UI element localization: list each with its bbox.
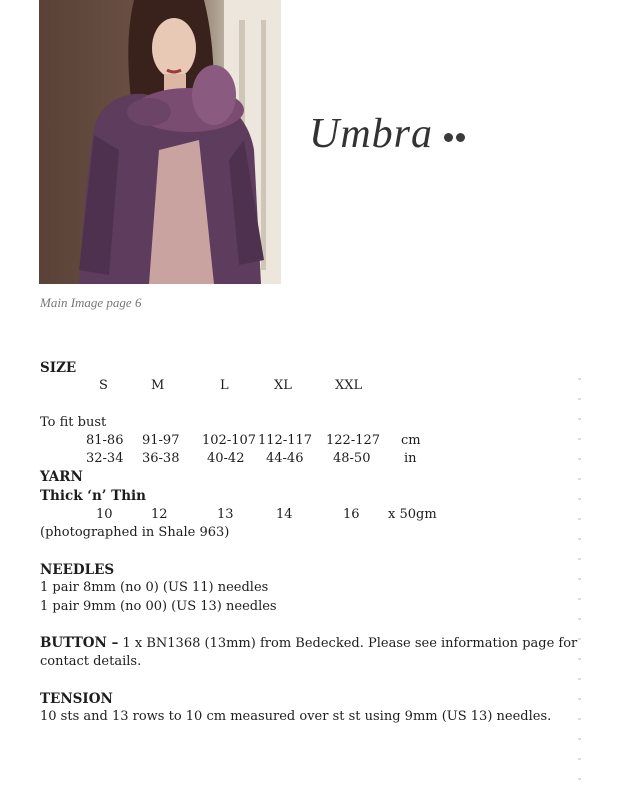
bust-in: 44-46: [266, 451, 304, 466]
bust-cm: 112-117: [258, 433, 313, 448]
bust-cm: 81-86: [86, 433, 124, 448]
fit-label: To fit bust: [40, 415, 107, 430]
yarn-name: Thick ‘n’ Thin: [40, 488, 146, 504]
difficulty-dot: [444, 133, 453, 142]
button-text-cont: contact details.: [40, 654, 142, 669]
cm-unit: cm: [401, 433, 421, 448]
button-heading: BUTTON –: [40, 635, 119, 651]
model-illustration: [39, 0, 281, 284]
difficulty-rating: [444, 131, 468, 146]
button-text: 1 x BN1368 (13mm) from Bedecked. Please see information page for: [122, 636, 578, 651]
bust-in: 48-50: [333, 451, 371, 466]
needles-line: 1 pair 8mm (no 0) (US 11) needles: [40, 580, 269, 595]
bust-cm: 91-97: [142, 433, 180, 448]
size-label: XXL: [335, 378, 363, 393]
bust-cm: 122-127: [326, 433, 381, 448]
button-section: [40, 635, 577, 651]
difficulty-dot: [456, 133, 465, 142]
yarn-balls: 12: [151, 507, 168, 522]
in-unit: in: [404, 451, 417, 466]
tension-heading: TENSION: [40, 691, 113, 707]
bust-in: 36-38: [142, 451, 180, 466]
needles-line: 1 pair 9mm (no 00) (US 13) needles: [40, 599, 277, 614]
yarn-balls: 16: [343, 507, 360, 522]
yarn-balls: 13: [217, 507, 234, 522]
yarn-balls: 14: [276, 507, 293, 522]
bust-in: 40-42: [207, 451, 245, 466]
bust-in: 32-34: [86, 451, 124, 466]
size-label: M: [151, 378, 165, 393]
pattern-title: Umbra: [309, 111, 434, 157]
yarn-balls: 10: [96, 507, 113, 522]
size-label: L: [220, 378, 229, 393]
needles-heading: NEEDLES: [40, 562, 115, 578]
yarn-unit: x 50gm: [388, 507, 437, 522]
bust-cm: 102-107: [202, 433, 257, 448]
yarn-heading: YARN: [40, 469, 83, 485]
image-caption: Main Image page 6: [40, 295, 142, 310]
yarn-note: (photographed in Shale 963): [40, 525, 230, 540]
size-heading: SIZE: [40, 360, 77, 376]
size-label: S: [99, 378, 108, 393]
page-edge-decoration: [578, 360, 581, 780]
size-label: XL: [274, 378, 292, 393]
main-photo: [39, 0, 281, 284]
tension-text: 10 sts and 13 rows to 10 cm measured over st st using 9mm (US 13) needles.: [40, 709, 552, 724]
